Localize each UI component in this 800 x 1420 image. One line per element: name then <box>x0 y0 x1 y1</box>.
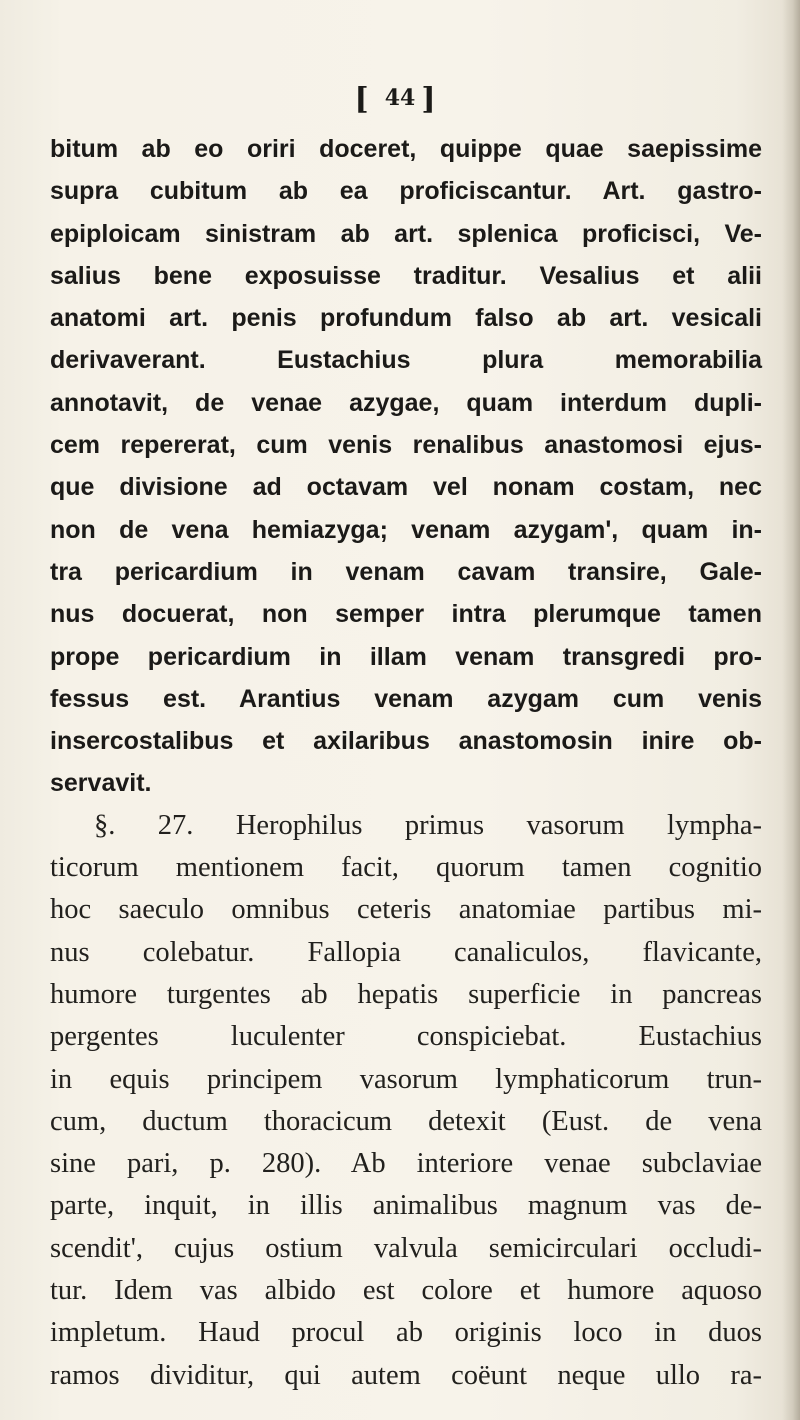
text-line: bitum ab eo oriri doceret, quippe quae saepissime <box>50 135 762 163</box>
text-line: non de vena hemiazyga; venam azygam', quam in- <box>50 515 762 544</box>
text-line: prope pericardium in illam venam transgredi pro- <box>50 642 762 671</box>
text-line: fessus est. Arantius venam azygam cum venis <box>50 684 762 713</box>
text-line: nus colebatur. Fallopia canaliculos, flavicante, <box>50 936 762 968</box>
paragraph-1 <box>50 128 762 805</box>
section-heading-line: §. 27. Herophilus primus vasorum lympha- <box>94 809 762 841</box>
page-number: 44 <box>384 85 416 111</box>
header-left-bracket: [ <box>354 82 379 117</box>
text-line: epiploicam sinistram ab art. splenica proficisci, Ve- <box>50 219 762 248</box>
text-line: parte, inquit, in illis animalibus magnum vas de- <box>50 1190 762 1222</box>
page-edge-shadow <box>782 0 800 1420</box>
text-line: humore turgentes ab hepatis superficie in pancreas <box>50 978 762 1010</box>
text-line: impletum. Haud procul ab originis loco in duos <box>50 1317 762 1349</box>
text-line: annotavit, de venae azygae, quam interdum dupli- <box>50 388 762 417</box>
text-line: servavit. <box>50 769 152 798</box>
text-line: derivaverant. Eustachius plura memorabilia <box>50 346 762 375</box>
text-line: salius bene exposuisse traditur. Vesalius et alii <box>50 261 762 290</box>
body-text <box>50 128 762 1397</box>
text-line: pergentes luculenter conspiciebat. Eustachius <box>50 1021 762 1053</box>
text-line: cem repererat, cum venis renalibus anastomosi ejus- <box>50 431 762 460</box>
text-line: sine pari, p. 280). Ab interiore venae subclaviae <box>50 1148 762 1180</box>
text-line: scendit', cujus ostium valvula semicirculari occludi- <box>50 1232 762 1264</box>
paragraph-2 <box>50 805 762 1397</box>
text-line: que divisione ad octavam vel nonam costam, nec <box>50 473 762 502</box>
text-line: tur. Idem vas albido est colore et humore aquoso <box>50 1275 762 1307</box>
text-line: hoc saeculo omnibus ceteris anatomiae partibus mi- <box>50 894 762 926</box>
text-line: tra pericardium in venam cavam transire, Gale- <box>50 557 762 586</box>
text-line: anatomi art. penis profundum falso ab art. vesicali <box>50 304 762 333</box>
page-header <box>0 82 800 117</box>
text-line: insercostalibus et axilaribus anastomosin inire ob- <box>50 727 762 756</box>
text-line: in equis principem vasorum lymphaticorum trun- <box>50 1063 762 1095</box>
text-line: ramos dividitur, qui autem coëunt neque ullo ra- <box>50 1359 762 1391</box>
text-line: cum, ductum thoracicum detexit (Eust. de vena <box>50 1105 762 1137</box>
text-line: supra cubitum ab ea proficiscantur. Art. gastro- <box>50 177 762 206</box>
text-line: ticorum mentionem facit, quorum tamen cognitio <box>50 852 762 884</box>
header-right-bracket: ] <box>421 82 446 117</box>
text-line: nus docuerat, non semper intra plerumque tamen <box>50 600 762 629</box>
